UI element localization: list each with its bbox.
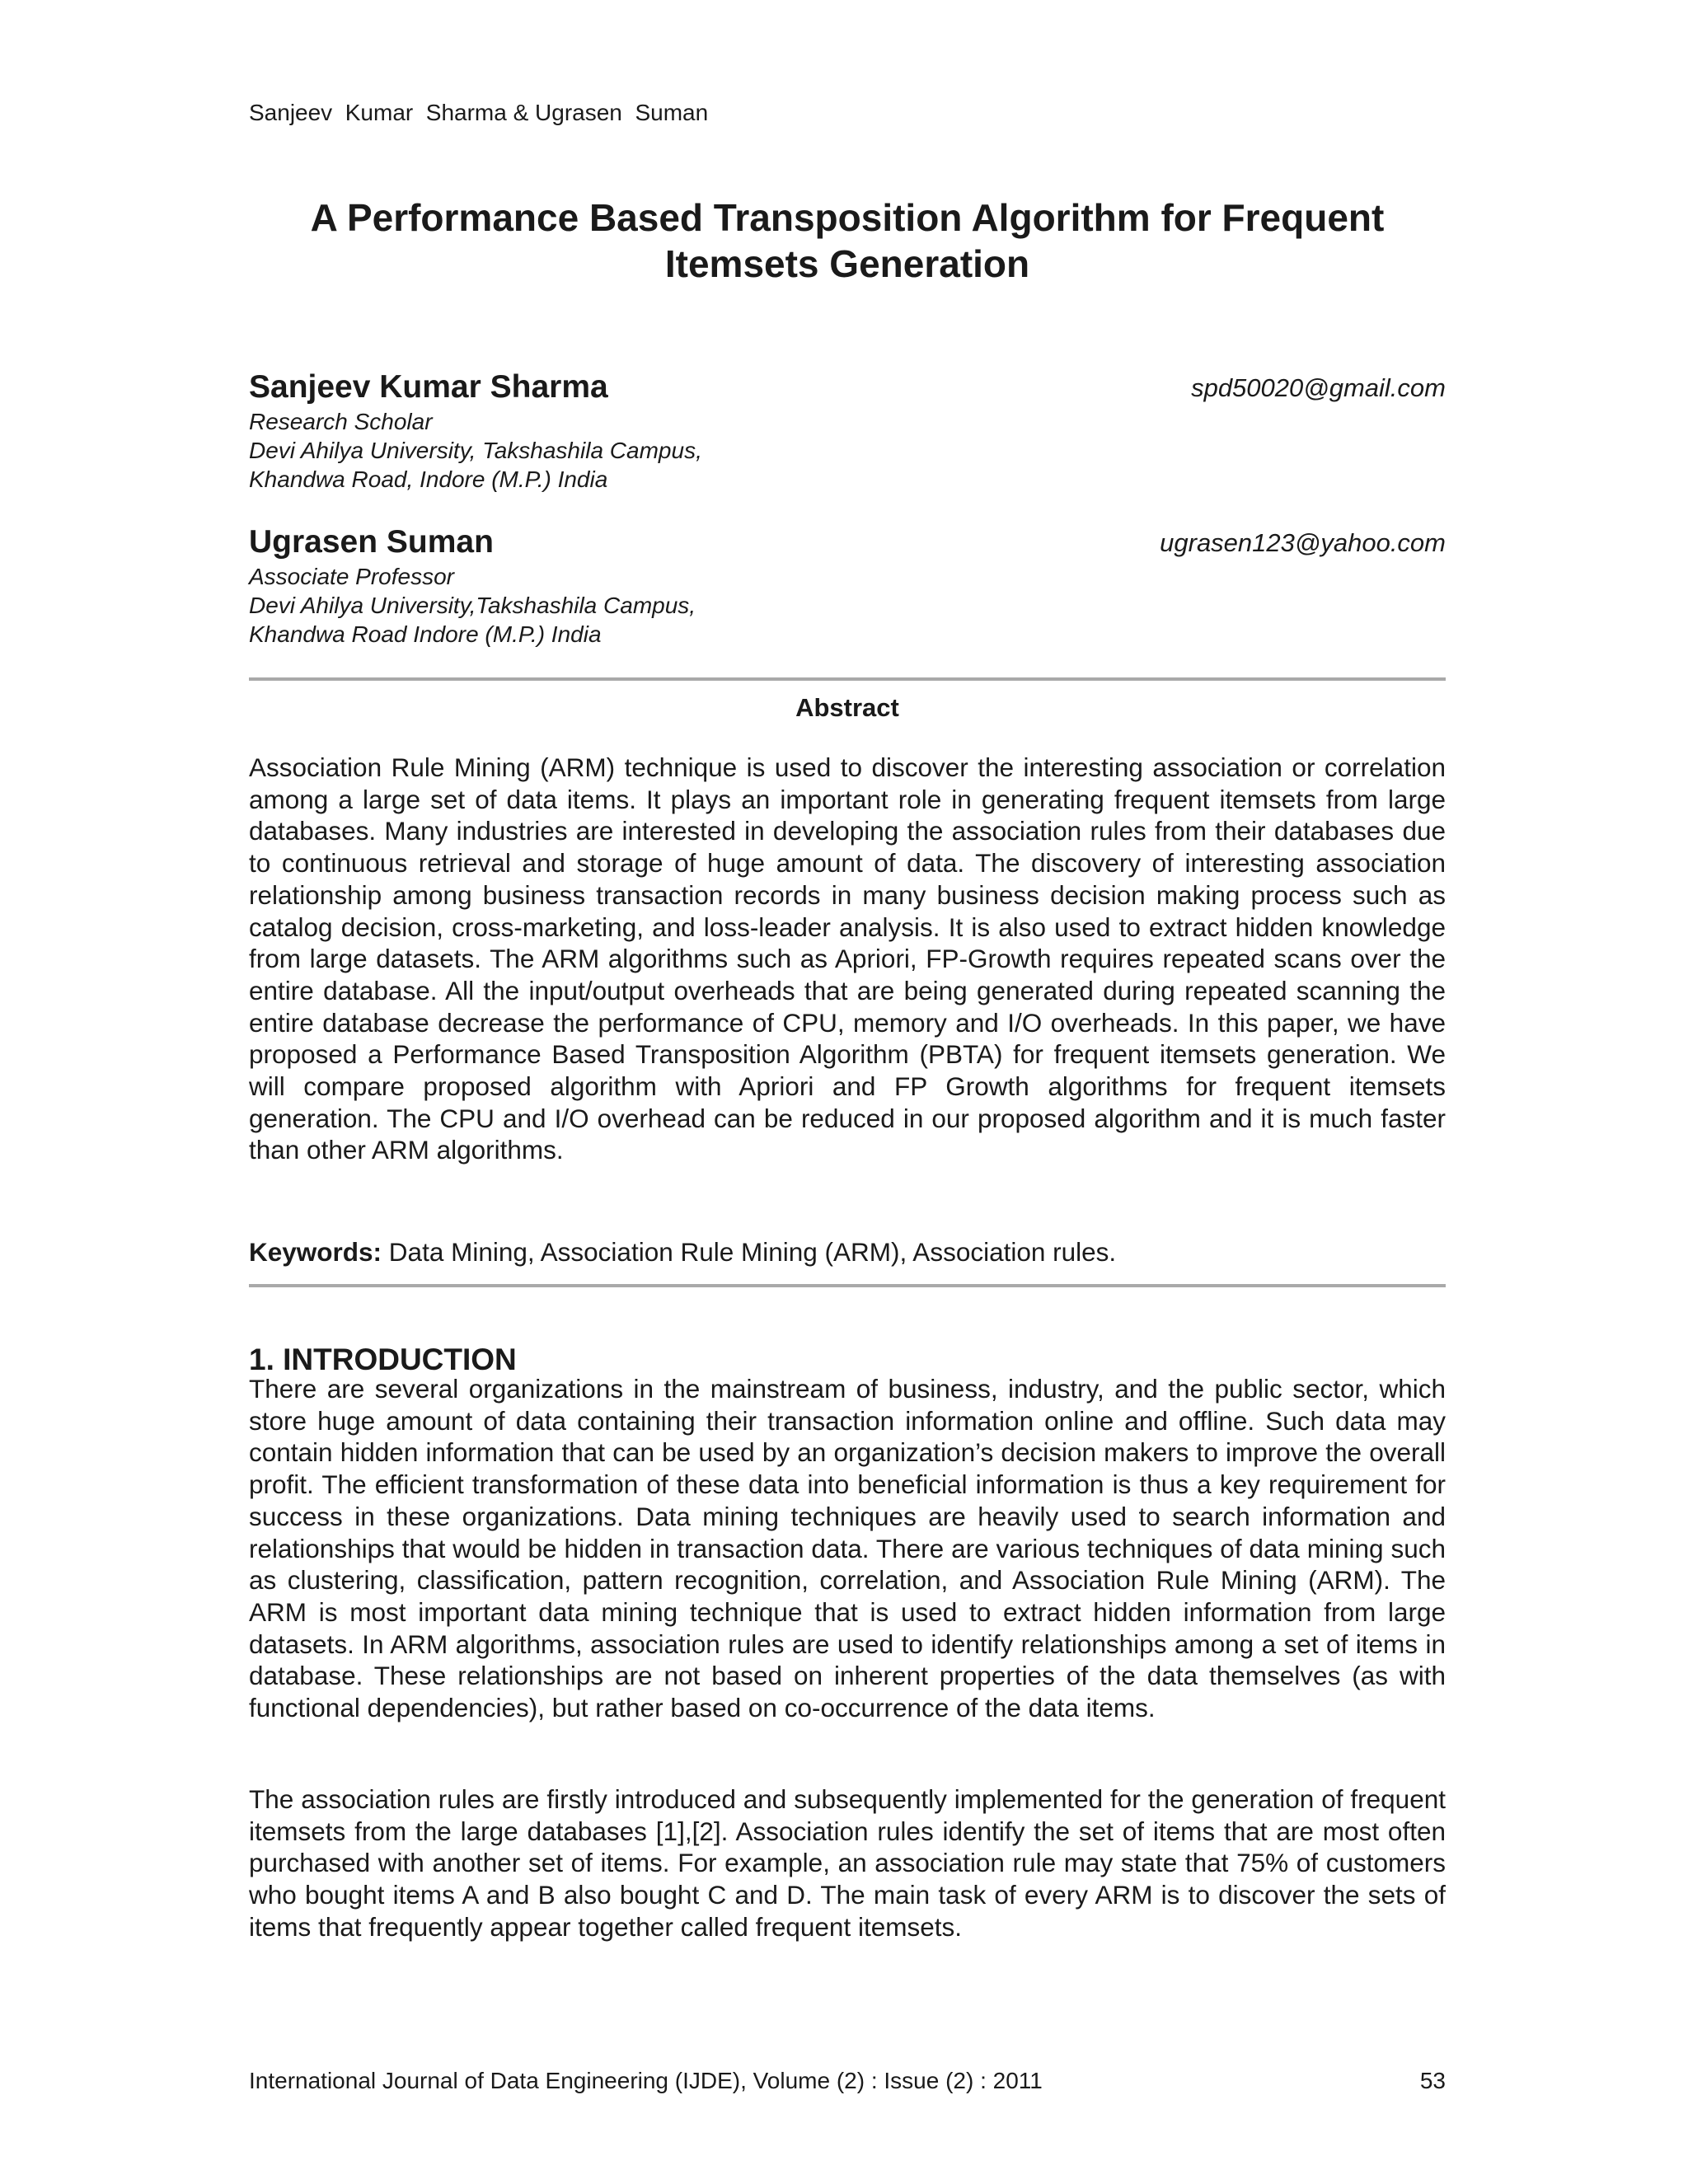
abstract-heading: Abstract [795, 693, 899, 722]
author-affiliation: Devi Ahilya University,Takshashila Campus, [249, 593, 696, 618]
paper-title [249, 194, 1446, 287]
footer-journal: International Journal of Data Engineering (IJDE), Volume (2) : Issue (2) : 2011 [249, 2068, 1043, 2093]
author-name: Sanjeev Kumar Sharma [249, 369, 608, 405]
introduction-paragraph-2: The association rules are firstly introduced and subsequently implemented for the generation of frequent itemsets from the large databases [1],[2]. Association rules identify the set of items that are most often purchased with another set of items. For example, an association rule may state that 75% of customers who bought items A and B also bought C and D. The main task of every ARM is to discover the sets of items that frequently appear together called frequent itemsets. [249, 1784, 1446, 1942]
keywords-text: Data Mining, Association Rule Mining (ARM), Association rules. [382, 1237, 1117, 1267]
author-name: Ugrasen Suman [249, 524, 494, 560]
abstract-text: Association Rule Mining (ARM) technique is used to discover the interesting association or correlation among a large set of data items. It plays an important role in generating frequent itemsets from large databases. Many industries are interested in developing the association rules from their databases due to continuous retrieval and storage of huge amount of data. The discovery of interesting association relationship among business transaction records in many business decision making process such as catalog decision, cross-marketing, and loss-leader analysis. It is also used to extract hidden knowledge from large datasets. The ARM algorithms such as Apriori, FP-Growth requires repeated scans over the entire database. All the input/output overheads that are being generated during repeated scanning the entire database decrease the performance of CPU, memory and I/O overheads. In this paper, we have proposed a Performance Based Transposition Algorithm (PBTA) for frequent itemsets generation. We will compare proposed algorithm with Apriori and FP Growth algorithms for frequent itemsets generation. The CPU and I/O overhead can be reduced in our proposed algorithm and it is much faster than other ARM algorithms. [249, 752, 1446, 1165]
page-footer [249, 2067, 1446, 2095]
divider-top [249, 677, 1446, 681]
page-number: 53 [1419, 2068, 1446, 2093]
author-email[interactable]: ugrasen123@yahoo.com [1160, 528, 1446, 557]
keywords-label: Keywords: [249, 1237, 382, 1267]
title-line-2: Itemsets Generation [664, 242, 1030, 285]
divider-bottom [249, 1284, 1446, 1287]
section-heading-introduction: 1. INTRODUCTION [249, 1343, 517, 1376]
keywords [249, 1236, 1446, 1268]
author-role: Associate Professor [249, 564, 454, 589]
author-address: Khandwa Road, Indore (M.P.) India [249, 466, 608, 492]
author-email[interactable]: spd50020@gmail.com [1191, 373, 1446, 402]
title-line-1: A Performance Based Transposition Algorithm for Frequent [310, 196, 1385, 239]
author-block-2 [249, 523, 1446, 649]
introduction-paragraph-1: There are several organizations in the mainstream of business, industry, and the public sector, which store huge amount of data containing their transaction information online and offline. Such data may contain hidden information that can be used by an organization’s decision makers to improve the overall profit. The efficient transformation of these data into beneficial information is thus a key requirement for success in these organizations. Data mining techniques are heavily used to search information and relationships that would be hidden in transaction data. There are various techniques of data mining such as clustering, classification, pattern recognition, correlation, and Association Rule Mining (ARM). The ARM is most important data mining technique that is used to extract hidden information from large datasets. In ARM algorithms, association rules are used to identify relationships among a set of items in database. These relationships are not based on inherent properties of the data themselves (as with functional dependencies), but rather based on co-occurrence of the data items. [249, 1374, 1446, 1723]
paper-page [249, 0, 1446, 2184]
author-address: Khandwa Road Indore (M.P.) India [249, 621, 602, 647]
author-block-1 [249, 368, 1446, 494]
author-affiliation: Devi Ahilya University, Takshashila Campus, [249, 438, 702, 463]
running-head: Sanjeev Kumar Sharma & Ugrasen Suman [249, 100, 709, 125]
author-role: Research Scholar [249, 409, 433, 434]
